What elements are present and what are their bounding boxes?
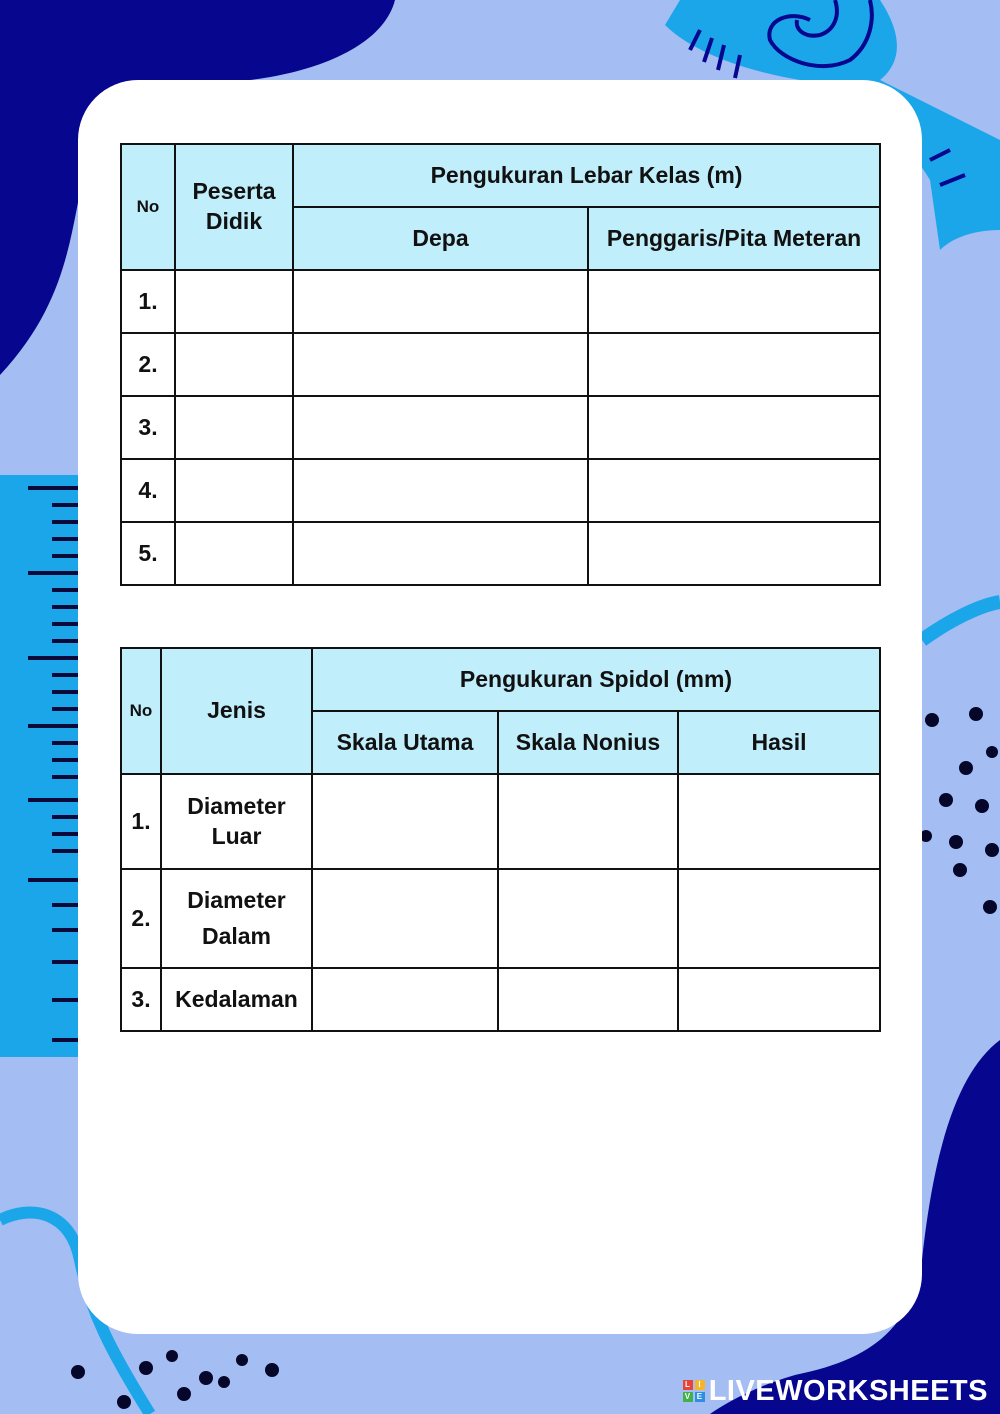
penggaris-input[interactable] [588, 333, 880, 396]
skala-nonius-input[interactable] [498, 774, 678, 869]
hasil-input[interactable] [678, 968, 880, 1031]
logo-letter: E [695, 1392, 705, 1402]
row-number: 1. [121, 774, 161, 869]
logo-letter: I [695, 1380, 705, 1390]
header-skala-nonius: Skala Nonius [498, 711, 678, 774]
jenis-label: Kedalaman [161, 968, 312, 1031]
table-row [121, 774, 880, 869]
peserta-input[interactable] [175, 396, 293, 459]
header-peserta-didik: Peserta Didik [175, 144, 293, 270]
peserta-input[interactable] [175, 270, 293, 333]
header-no: No [121, 648, 161, 774]
peserta-input[interactable] [175, 333, 293, 396]
header-hasil: Hasil [678, 711, 880, 774]
skala-utama-input[interactable] [312, 869, 498, 968]
dots-right [920, 707, 999, 914]
peserta-input[interactable] [175, 522, 293, 585]
liveworksheets-logo-icon [683, 1380, 705, 1402]
depa-input[interactable] [293, 396, 588, 459]
table-row [121, 869, 880, 968]
row-number: 3. [121, 968, 161, 1031]
table-row [121, 968, 880, 1031]
row-number: 4. [121, 459, 175, 522]
table-lebar-kelas [120, 143, 881, 586]
penggaris-input[interactable] [588, 522, 880, 585]
tape-stroke-right [922, 602, 1000, 640]
header-depa: Depa [293, 207, 588, 270]
jenis-label: Diameter Dalam [161, 869, 312, 968]
row-number: 2. [121, 333, 175, 396]
dots-bottom-left [71, 1350, 279, 1409]
table-row [121, 396, 880, 459]
row-number: 2. [121, 869, 161, 968]
depa-input[interactable] [293, 522, 588, 585]
brand-text: LIVEWORKSHEETS [708, 1374, 988, 1407]
row-number: 3. [121, 396, 175, 459]
header-jenis: Jenis [161, 648, 312, 774]
table-pengukuran-spidol [120, 647, 881, 1032]
peserta-input[interactable] [175, 459, 293, 522]
depa-input[interactable] [293, 333, 588, 396]
logo-letter: V [683, 1392, 693, 1402]
row-number: 1. [121, 270, 175, 333]
header-skala-utama: Skala Utama [312, 711, 498, 774]
header-no: No [121, 144, 175, 270]
skala-utama-input[interactable] [312, 774, 498, 869]
hasil-input[interactable] [678, 774, 880, 869]
depa-input[interactable] [293, 270, 588, 333]
table-row [121, 333, 880, 396]
penggaris-input[interactable] [588, 270, 880, 333]
logo-letter: L [683, 1380, 693, 1390]
liveworksheets-watermark [683, 1376, 988, 1406]
penggaris-input[interactable] [588, 396, 880, 459]
table-row [121, 459, 880, 522]
skala-utama-input[interactable] [312, 968, 498, 1031]
header-pengukuran-spidol: Pengukuran Spidol (mm) [312, 648, 880, 711]
jenis-label: Diameter Luar [161, 774, 312, 869]
table-row [121, 522, 880, 585]
skala-nonius-input[interactable] [498, 869, 678, 968]
skala-nonius-input[interactable] [498, 968, 678, 1031]
table-row [121, 270, 880, 333]
hasil-input[interactable] [678, 869, 880, 968]
row-number: 5. [121, 522, 175, 585]
header-pengukuran-lebar-kelas: Pengukuran Lebar Kelas (m) [293, 144, 880, 207]
ruler-decoration [0, 475, 78, 1057]
header-penggaris: Penggaris/Pita Meteran [588, 207, 880, 270]
depa-input[interactable] [293, 459, 588, 522]
penggaris-input[interactable] [588, 459, 880, 522]
